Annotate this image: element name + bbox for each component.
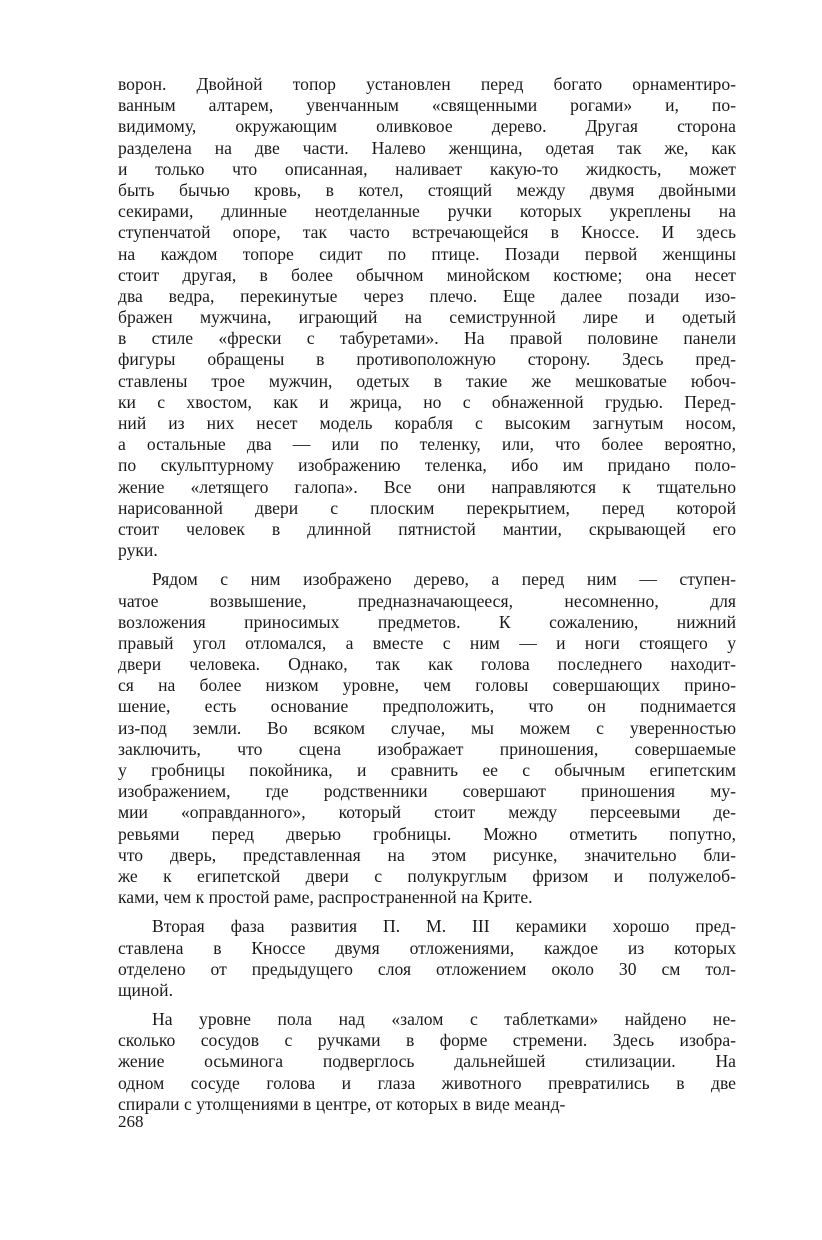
paragraph-gap (118, 908, 736, 916)
text-line: Рядом с ним изображено дерево, а перед ним — ступен- (152, 569, 736, 590)
text-line: из-под земли. Во всяком случае, мы можем с уверенностью (118, 717, 736, 738)
text-line: шение, есть основание предположить, что он поднимается (118, 696, 736, 717)
paragraph-gap (118, 1001, 736, 1009)
text-line: чатое возвышение, предназначающееся, несомненно, для (118, 590, 736, 611)
text-line: мии «оправданного», который стоит между персеевыми де- (118, 802, 736, 823)
text-line: ставлены трое мужчин, одетых в такие же мешковатые юбоч- (118, 370, 736, 391)
text-line: ступенчатой опоре, так часто встречающейся в Кноссе. И здесь (118, 222, 736, 243)
text-line: ванным алтарем, увенчанным «священными рогами» и, по- (118, 95, 736, 116)
text-line: видимому, окружающим оливковое дерево. Другая сторона (118, 116, 736, 137)
paragraph (118, 1009, 736, 1115)
text-line: в стиле «фрески с табуретами». На правой половине панели (118, 328, 736, 349)
text-line: у гробницы покойника, и сравнить ее с обычным египетским (118, 760, 736, 780)
text-line: жение «летящего галопа». Все они направляются к тщательно (118, 476, 736, 497)
text-line: Вторая фаза развития П. М. III керамики хорошо пред- (152, 916, 736, 937)
page-body (118, 74, 736, 1115)
text-line: же к египетской двери с полукруглым фризом и полужелоб- (118, 865, 736, 886)
text-line: на каждом топоре сидит по птице. Позади первой женщины (118, 243, 736, 264)
text-line: фигуры обращены в противоположную сторону. Здесь пред- (118, 349, 736, 370)
text-line: ний из них несет модель корабля с высоким загнутым носом, (118, 413, 736, 433)
text-line: два ведра, перекинутые через плечо. Еще далее позади изо- (118, 285, 736, 306)
text-line: ки с хвостом, как и жрица, но с обнаженной грудью. Перед- (118, 391, 736, 412)
text-line: На уровне пола над «залом с таблетками» найдено не- (152, 1009, 736, 1030)
text-line: что дверь, представленная на этом рисунке, значительно бли- (118, 844, 736, 865)
text-line: а остальные два — или по теленку, или, что более вероятно, (118, 434, 736, 455)
text-line: заключить, что сцена изображает приношения, совершаемые (118, 738, 736, 759)
text-line: секирами, длинные неотделанные ручки которых укреплены на (118, 201, 736, 222)
text-line: правый угол отломался, а вместе с ним — и ноги стоящего у (118, 632, 736, 653)
page-number: 268 (118, 1112, 144, 1131)
text-line: стоит человек в длинной пятнистой мантии, скрывающей его (118, 518, 736, 539)
text-line: разделена на две части. Налево женщина, одетая так же, как (118, 137, 736, 158)
text-line: сколько сосудов с ручками в форме стремени. Здесь изобра- (118, 1030, 736, 1051)
text-line: и только что описанная, наливает какую-то жидкость, может (118, 158, 736, 179)
text-line: ворон. Двойной топор установлен перед богато орнаментиро- (118, 74, 736, 94)
text-line: спирали с утолщениями в центре, от которых в виде меанд- (118, 1093, 566, 1114)
text-line: ся на более низком уровне, чем головы совершающих прино- (118, 675, 736, 696)
text-line: одном сосуде голова и глаза животного превратились в две (118, 1072, 736, 1093)
text-line: нарисованной двери с плоским перекрытием, перед которой (118, 497, 736, 518)
text-line: жение осьминога подверглось дальнейшей стилизации. На (118, 1051, 736, 1072)
paragraph (118, 74, 736, 561)
text-line: быть бычью кровь, в котел, стоящий между двумя двойными (118, 179, 736, 200)
text-line: возложения приносимых предметов. К сожалению, нижний (118, 611, 736, 632)
text-line: щиной. (118, 979, 173, 1000)
text-line: ставлена в Кноссе двумя отложениями, каждое из которых (118, 937, 736, 958)
text-line: руки. (118, 540, 158, 561)
paragraph-gap (118, 561, 736, 569)
paragraph (118, 916, 736, 1001)
text-line: по скульптурному изображению теленка, ибо им придано поло- (118, 455, 736, 476)
text-line: ревьями перед дверью гробницы. Можно отметить попутно, (118, 823, 736, 844)
text-line: бражен мужчина, играющий на семиструнной лире и одетый (118, 307, 736, 328)
paragraph (118, 569, 736, 908)
text-line: стоит другая, в более обычном минойском костюме; она несет (118, 264, 736, 285)
text-line: отделено от предыдущего слоя отложением около 30 см тол- (118, 958, 736, 979)
text-line: ками, чем к простой раме, распространенной на Крите. (118, 887, 533, 908)
text-line: двери человека. Однако, так как голова последнего находит- (118, 654, 736, 675)
text-line: изображением, где родственники совершают приношения му- (118, 781, 736, 802)
